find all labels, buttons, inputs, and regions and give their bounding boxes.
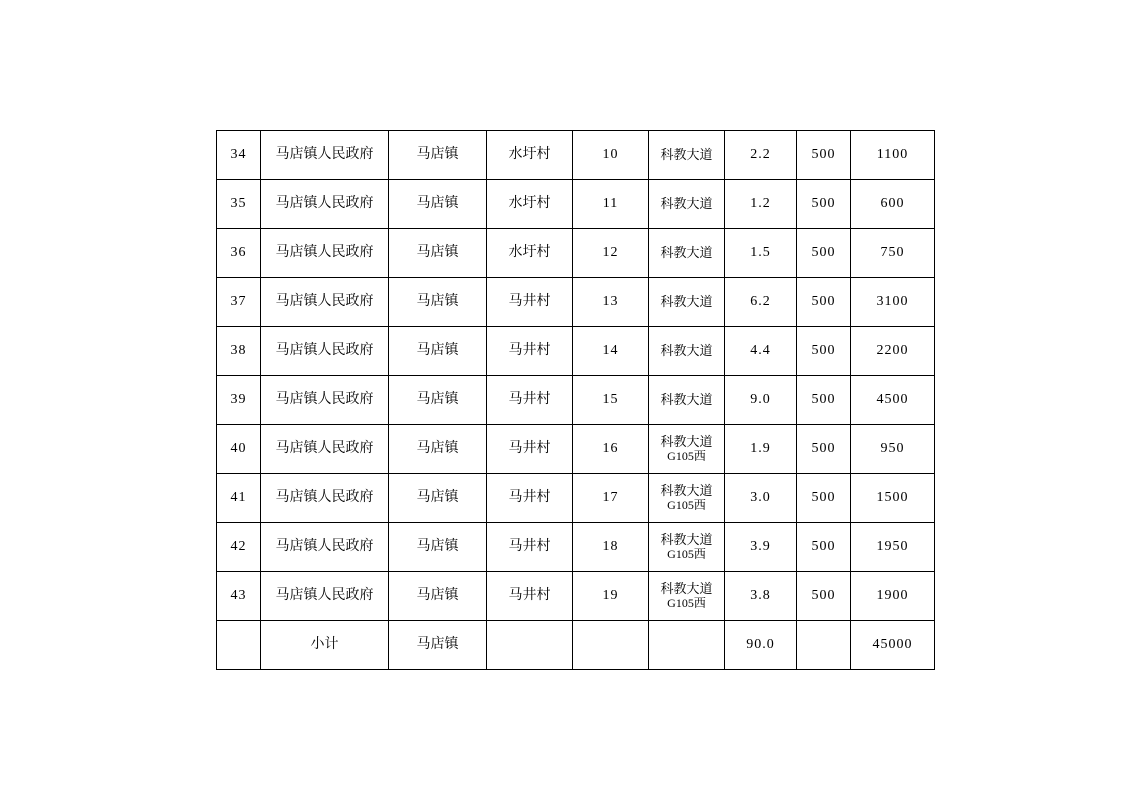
cell-amount: 600 bbox=[851, 180, 935, 229]
table-row bbox=[217, 376, 935, 425]
land-compensation-table bbox=[216, 130, 935, 670]
cell-town: 马店镇 bbox=[389, 278, 487, 327]
cell-road: 科教大道 bbox=[649, 131, 725, 180]
cell-area: 1.9 bbox=[725, 425, 797, 474]
table-row bbox=[217, 131, 935, 180]
cell-price: 500 bbox=[797, 474, 851, 523]
cell-road: 科教大道 bbox=[649, 278, 725, 327]
cell-town: 马店镇 bbox=[389, 376, 487, 425]
cell-road: 科教大道 bbox=[649, 180, 725, 229]
cell-price: 500 bbox=[797, 327, 851, 376]
cell-amount: 3100 bbox=[851, 278, 935, 327]
table-row bbox=[217, 572, 935, 621]
cell-town: 马店镇 bbox=[389, 131, 487, 180]
cell-amount: 45000 bbox=[851, 621, 935, 670]
cell-no: 42 bbox=[217, 523, 261, 572]
cell-unit: 马店镇人民政府 bbox=[261, 523, 389, 572]
cell-code bbox=[573, 621, 649, 670]
cell-unit: 马店镇人民政府 bbox=[261, 327, 389, 376]
cell-road: 科教大道 bbox=[649, 376, 725, 425]
cell-village: 马井村 bbox=[487, 474, 573, 523]
cell-code: 10 bbox=[573, 131, 649, 180]
table-row bbox=[217, 425, 935, 474]
cell-price: 500 bbox=[797, 425, 851, 474]
table-row bbox=[217, 523, 935, 572]
data-table-container bbox=[216, 130, 913, 670]
cell-unit: 马店镇人民政府 bbox=[261, 278, 389, 327]
cell-area: 1.5 bbox=[725, 229, 797, 278]
cell-unit: 马店镇人民政府 bbox=[261, 572, 389, 621]
cell-area: 4.4 bbox=[725, 327, 797, 376]
cell-road: 科教大道 bbox=[649, 327, 725, 376]
cell-unit: 马店镇人民政府 bbox=[261, 229, 389, 278]
table-row bbox=[217, 327, 935, 376]
cell-no: 36 bbox=[217, 229, 261, 278]
cell-code: 16 bbox=[573, 425, 649, 474]
cell-town: 马店镇 bbox=[389, 474, 487, 523]
cell-area: 90.0 bbox=[725, 621, 797, 670]
cell-code: 14 bbox=[573, 327, 649, 376]
cell-amount: 1950 bbox=[851, 523, 935, 572]
cell-village: 马井村 bbox=[487, 376, 573, 425]
cell-road: 科教大道 G105西 bbox=[649, 523, 725, 572]
cell-road: 科教大道 G105西 bbox=[649, 572, 725, 621]
cell-price: 500 bbox=[797, 131, 851, 180]
cell-no: 34 bbox=[217, 131, 261, 180]
cell-no: 38 bbox=[217, 327, 261, 376]
cell-amount: 2200 bbox=[851, 327, 935, 376]
cell-code: 15 bbox=[573, 376, 649, 425]
cell-amount: 4500 bbox=[851, 376, 935, 425]
cell-subtotal-label: 小计 bbox=[261, 621, 389, 670]
cell-town: 马店镇 bbox=[389, 523, 487, 572]
cell-village: 马井村 bbox=[487, 327, 573, 376]
cell-village: 马井村 bbox=[487, 278, 573, 327]
cell-village bbox=[487, 621, 573, 670]
cell-area: 3.0 bbox=[725, 474, 797, 523]
cell-village: 马井村 bbox=[487, 572, 573, 621]
cell-price: 500 bbox=[797, 572, 851, 621]
cell-village: 水圩村 bbox=[487, 180, 573, 229]
cell-amount: 1100 bbox=[851, 131, 935, 180]
cell-area: 3.9 bbox=[725, 523, 797, 572]
cell-area: 1.2 bbox=[725, 180, 797, 229]
cell-code: 12 bbox=[573, 229, 649, 278]
cell-area: 2.2 bbox=[725, 131, 797, 180]
cell-road: 科教大道 G105西 bbox=[649, 425, 725, 474]
cell-amount: 1500 bbox=[851, 474, 935, 523]
cell-unit: 马店镇人民政府 bbox=[261, 474, 389, 523]
cell-code: 13 bbox=[573, 278, 649, 327]
cell-road bbox=[649, 621, 725, 670]
cell-village: 马井村 bbox=[487, 425, 573, 474]
cell-village: 水圩村 bbox=[487, 131, 573, 180]
cell-code: 19 bbox=[573, 572, 649, 621]
cell-code: 18 bbox=[573, 523, 649, 572]
cell-village: 马井村 bbox=[487, 523, 573, 572]
cell-price: 500 bbox=[797, 523, 851, 572]
cell-road: 科教大道 G105西 bbox=[649, 474, 725, 523]
cell-town: 马店镇 bbox=[389, 327, 487, 376]
cell-town: 马店镇 bbox=[389, 425, 487, 474]
cell-unit: 马店镇人民政府 bbox=[261, 376, 389, 425]
table-row bbox=[217, 474, 935, 523]
cell-unit: 马店镇人民政府 bbox=[261, 131, 389, 180]
cell-town: 马店镇 bbox=[389, 229, 487, 278]
table-row bbox=[217, 180, 935, 229]
cell-price: 500 bbox=[797, 278, 851, 327]
table-row-subtotal bbox=[217, 621, 935, 670]
cell-code: 17 bbox=[573, 474, 649, 523]
cell-no: 37 bbox=[217, 278, 261, 327]
cell-road: 科教大道 bbox=[649, 229, 725, 278]
cell-amount: 1900 bbox=[851, 572, 935, 621]
cell-no: 35 bbox=[217, 180, 261, 229]
cell-unit: 马店镇人民政府 bbox=[261, 180, 389, 229]
cell-no bbox=[217, 621, 261, 670]
cell-unit: 马店镇人民政府 bbox=[261, 425, 389, 474]
cell-amount: 950 bbox=[851, 425, 935, 474]
cell-area: 6.2 bbox=[725, 278, 797, 327]
cell-town: 马店镇 bbox=[389, 572, 487, 621]
cell-no: 39 bbox=[217, 376, 261, 425]
cell-town: 马店镇 bbox=[389, 621, 487, 670]
cell-price: 500 bbox=[797, 229, 851, 278]
cell-town: 马店镇 bbox=[389, 180, 487, 229]
table-row bbox=[217, 229, 935, 278]
cell-price: 500 bbox=[797, 376, 851, 425]
cell-area: 3.8 bbox=[725, 572, 797, 621]
table-row bbox=[217, 278, 935, 327]
cell-price bbox=[797, 621, 851, 670]
cell-no: 43 bbox=[217, 572, 261, 621]
cell-no: 40 bbox=[217, 425, 261, 474]
cell-amount: 750 bbox=[851, 229, 935, 278]
cell-price: 500 bbox=[797, 180, 851, 229]
cell-area: 9.0 bbox=[725, 376, 797, 425]
cell-code: 11 bbox=[573, 180, 649, 229]
cell-no: 41 bbox=[217, 474, 261, 523]
cell-village: 水圩村 bbox=[487, 229, 573, 278]
